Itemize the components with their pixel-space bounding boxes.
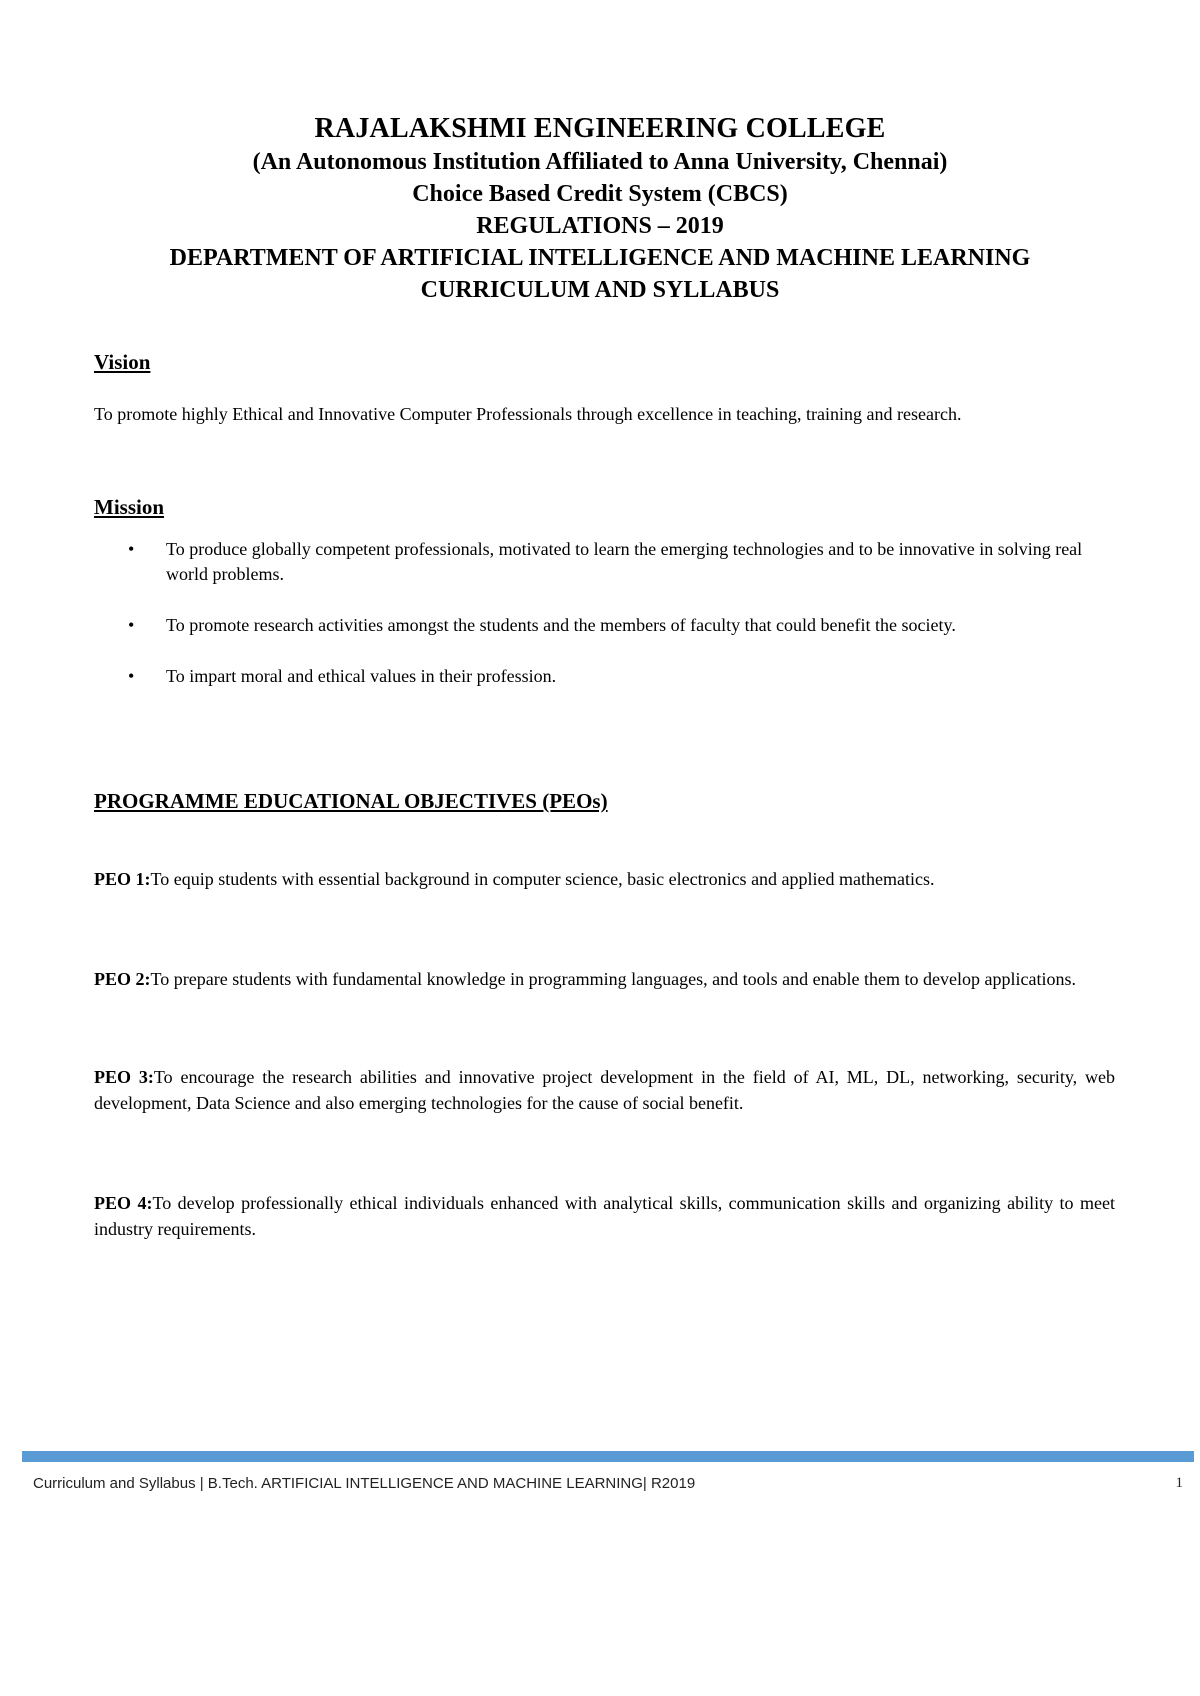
curriculum-title: CURRICULUM AND SYLLABUS [420,277,780,303]
peo-text: To develop professionally ethical individuals enhanced with analytical skills, communication skills and organizing ability to meet industry requirements. [94,1193,1115,1239]
mission-heading: Mission [94,495,165,519]
mission-item-text: To promote research activities amongst the students and the members of faculty that could benefit the society. [166,615,956,635]
credit-system: Choice Based Credit System (CBCS) [412,181,788,207]
bullet-icon: • [128,666,135,686]
page-number: 1 [1175,1475,1183,1491]
department-name: DEPARTMENT OF ARTIFICIAL INTELLIGENCE AND MACHINE LEARNING [169,245,1031,271]
document-header [0,112,1200,306]
peo-label: PEO 2: [94,969,151,989]
mission-item [94,613,1115,638]
mission-list [94,537,1115,715]
page-footer [33,1475,1183,1492]
mission-item-text: To produce globally competent professionals, motivated to learn the emerging technologies and to be innovative in solving real world problems. [166,539,1083,584]
footer-rule [22,1451,1194,1462]
peo-item [94,866,1115,892]
peo-label: PEO 4: [94,1193,153,1213]
vision-heading: Vision [94,350,151,374]
footer-text: Curriculum and Syllabus | B.Tech. ARTIFICIAL INTELLIGENCE AND MACHINE LEARNING| R2019 [33,1475,696,1492]
bullet-icon: • [128,615,135,635]
college-name: RAJALAKSHMI ENGINEERING COLLEGE [314,113,886,144]
peo-item [94,966,1115,992]
peo-text: To prepare students with fundamental knowledge in programming languages, and tools and enable them to develop applications. [150,969,1076,989]
institution-subtitle: (An Autonomous Institution Affiliated to Anna University, Chennai) [252,149,948,175]
peo-item [94,1190,1115,1242]
peos-heading: PROGRAMME EDUCATIONAL OBJECTIVES (PEOs) [94,789,608,813]
mission-item [94,537,1115,587]
mission-item-text: To impart moral and ethical values in their profession. [166,666,557,686]
bullet-icon: • [128,539,135,559]
peo-label: PEO 1: [94,869,151,889]
regulations: REGULATIONS – 2019 [476,213,724,239]
mission-item [94,664,1115,689]
vision-text: To promote highly Ethical and Innovative Computer Professionals through excellence in teaching, training and research. [94,404,962,424]
peo-text: To equip students with essential background in computer science, basic electronics and applied mathematics. [150,869,935,889]
peo-text: To encourage the research abilities and innovative project development in the field of AI, ML, DL, networking, security, web development, Data Science and also emerging technologies for the cause of social benefit. [94,1067,1115,1113]
peo-label: PEO 3: [94,1067,154,1087]
peo-item [94,1064,1115,1116]
